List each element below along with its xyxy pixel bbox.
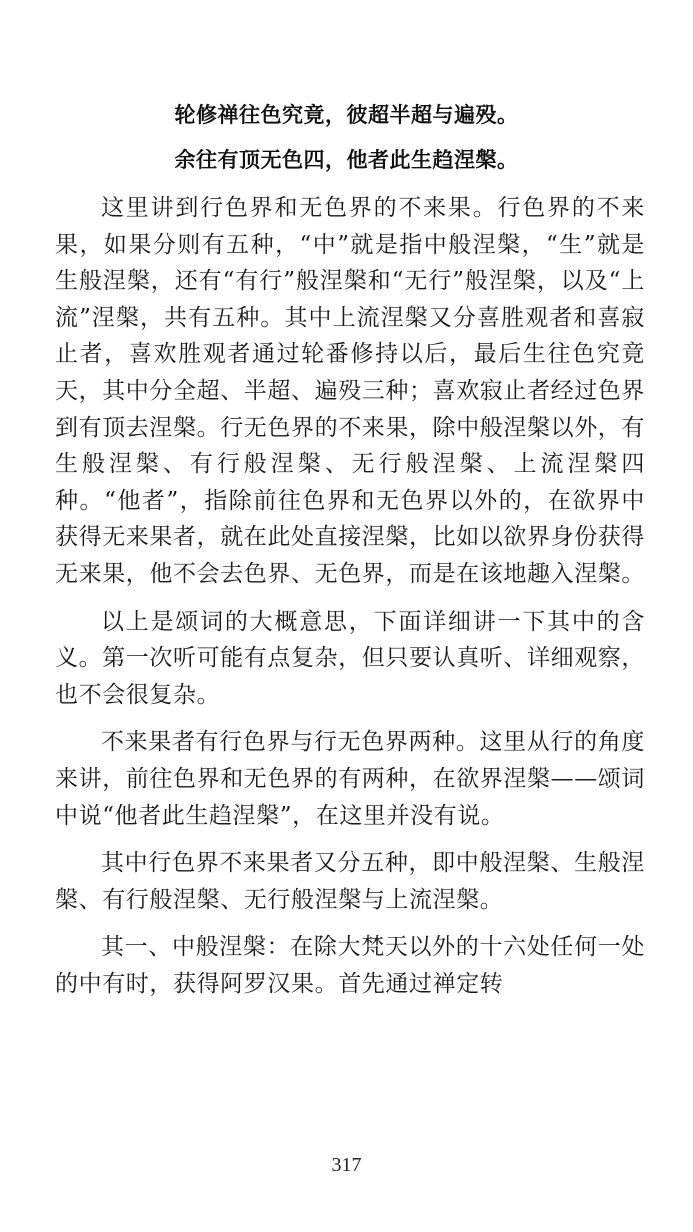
paragraph-2: 以上是颂词的大概意思，下面详细讲一下其中的含义。第一次听可能有点复杂，但只要认真听、详细观察，也不会很复杂。	[55, 608, 645, 708]
verse-line-2: 余往有顶无色四，他者此生趋涅槃。	[174, 148, 519, 172]
paragraph-4: 其中行色界不来果者又分五种，即中般涅槃、生般涅槃、有行般涅槃、无行般涅槃与上流涅槃。	[55, 850, 645, 913]
paragraph-3: 不来果者有行色界与行无色界两种。这里从行的角度来讲，前往色界和无色界的有两种，在欲界涅槃——颂词中说“他者此生趋涅槃”，在这里并没有说。	[55, 729, 645, 829]
verse-line-1: 轮修禅往色究竟，彼超半超与遍殁。	[174, 103, 519, 127]
paragraph-5: 其一、中般涅槃：在除大梵天以外的十六处任何一处的中有时，获得阿罗汉果。首先通过禅定转	[55, 934, 645, 997]
commentary-body	[55, 190, 645, 1002]
paragraph-1: 这里讲到行色界和无色界的不来果。行色界的不来果，如果分则有五种，“中”就是指中般涅槃，“生”就是生般涅槃，还有“有行”般涅槃和“无行”般涅槃，以及“上流”涅槃，共有五种。其中上流涅槃又分喜胜观者和喜寂止者，喜欢胜观者通过轮番修持以后，最后生往色究竟天，其中分全超、半超、遍殁三种；喜欢寂止者经过色界到有顶去涅槃。行无色界的不来果，除中般涅槃以外，有生般涅槃、有行般涅槃、无行般涅槃、上流涅槃四种。“他者”，指除前往色界和无色界以外的，在欲界中获得无来果者，就在此处直接涅槃，比如以欲界身份获得无来果，他不会去色界、无色界，而是在该地趣入涅槃。	[55, 195, 645, 587]
page-number: 317	[331, 1154, 362, 1176]
